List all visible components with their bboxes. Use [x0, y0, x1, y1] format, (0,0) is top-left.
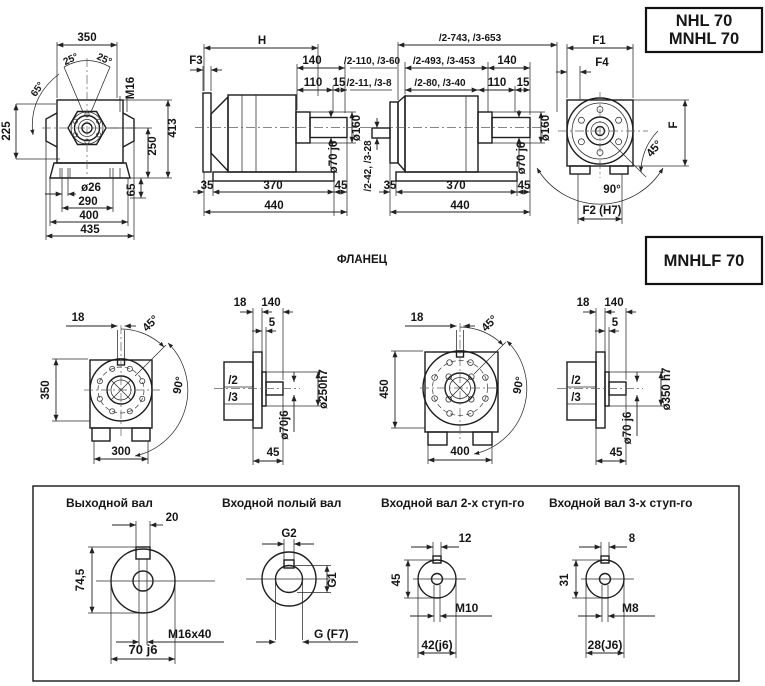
- flange-section-label: ФЛАНЕЦ: [336, 254, 388, 266]
- dim-370: 370: [263, 180, 283, 192]
- dim-45b: 45: [517, 180, 531, 192]
- dim-45deg-g: 45°: [479, 313, 501, 335]
- dim-140: 140: [302, 55, 322, 67]
- flange-model-name: MNHLF 70: [663, 252, 745, 270]
- dim-shaft-dia-h: ø70 j6: [622, 411, 634, 445]
- dim-height-total: 413: [167, 118, 179, 138]
- dim-hole-dia: ø26: [81, 182, 101, 194]
- view-flange-front-250: [40, 312, 188, 464]
- gearbox-housing-side2: [405, 96, 478, 172]
- dim-g1: G1: [327, 572, 339, 588]
- dim-g2: G2: [281, 528, 297, 540]
- dim-90deg-e: 90°: [171, 375, 187, 396]
- input-shaft: [372, 128, 390, 138]
- dim-total-width: 435: [80, 224, 100, 236]
- note-2-h: /2: [571, 375, 581, 387]
- dim-440b: 440: [450, 200, 470, 212]
- model-name-1: NHL 70: [675, 12, 733, 30]
- detail-input-3stage: [549, 496, 692, 658]
- dim-flange-dia: ø160: [351, 114, 363, 142]
- dim-angle-right: 25°: [94, 51, 114, 68]
- dim-shaft-dia: ø70 j6: [328, 140, 340, 174]
- dim-tap-m16: M16x40: [168, 627, 212, 641]
- dim-key18-g: 18: [410, 312, 424, 324]
- note-2-f: /2: [228, 375, 238, 387]
- dim-key18-e: 18: [71, 312, 85, 324]
- dim-45-2st: 45: [391, 573, 403, 587]
- view-front-left: [1, 32, 179, 240]
- model-name-2: MNHL 70: [668, 30, 740, 48]
- dim-45deg: 45°: [644, 138, 665, 160]
- dim-g-f7: G (F7): [314, 627, 349, 641]
- note-key-len: /2-11, /3-8: [346, 78, 392, 89]
- flange-plate-250: [253, 352, 262, 428]
- dim-45: 45: [334, 180, 348, 192]
- detail-title-output: Выходной вал: [66, 496, 153, 510]
- dim-shaft-dia2: ø70 j6: [516, 141, 528, 175]
- dim-90deg-g: 90°: [511, 375, 527, 396]
- dim-holes-span: 290: [78, 196, 98, 208]
- dim-key18-f: 18: [233, 297, 247, 309]
- dim-key8: 8: [628, 533, 636, 545]
- dim-5-h: 5: [611, 317, 619, 329]
- dim-height-left: 225: [1, 121, 13, 141]
- dim-width-e: 300: [111, 446, 131, 458]
- dim-height-mid: 250: [147, 136, 159, 156]
- detail-hollow-shaft: [222, 496, 358, 642]
- dim-tap: M16: [125, 76, 137, 100]
- dim-140-f: 140: [261, 297, 281, 309]
- detail-title-3stage: Входной вал 3-х ступ-го: [549, 496, 693, 510]
- dim-key20: 20: [165, 512, 179, 524]
- dim-top-width: 350: [77, 32, 97, 44]
- note-input-dia: /2-42, /3-28: [363, 140, 374, 192]
- detail-title-hollow: Входной полый вал: [222, 496, 342, 510]
- dim-flange-dia2: ø160: [540, 114, 552, 142]
- note-shaft-len: /2-110, /3-60: [343, 56, 401, 67]
- view-front-right: [537, 35, 689, 224]
- dim-35: 35: [200, 180, 214, 192]
- view-flange-side-350: [557, 297, 673, 465]
- dim-flange-dia-f: ø250h7: [318, 369, 330, 409]
- view-flange-side-250: [214, 297, 330, 465]
- dim-370b: 370: [446, 180, 466, 192]
- dim-35b: 35: [383, 180, 397, 192]
- dim-width-g: 400: [450, 446, 470, 458]
- dim-height-e: 350: [40, 380, 52, 400]
- detail-input-2stage: [381, 496, 524, 658]
- dim-74-5: 74,5: [75, 568, 87, 592]
- dim-overall-H: H: [257, 35, 267, 47]
- dim-15: 15: [332, 77, 346, 89]
- note-total-len: /2-743, /3-653: [438, 33, 502, 44]
- dim-angle-left: 25°: [61, 51, 81, 68]
- view-flange-front-350: [379, 312, 527, 464]
- dim-70j6: 70 j6: [128, 642, 158, 657]
- flange-title-box: [646, 237, 762, 284]
- dim-base-width: 400: [79, 210, 99, 222]
- detail-title-2stage: Входной вал 2-х ступ-го: [381, 496, 525, 510]
- dim-140-h: 140: [604, 297, 624, 309]
- dim-height-low: 65: [126, 183, 138, 197]
- dim-440: 440: [264, 200, 284, 212]
- model-title-box: [646, 8, 762, 52]
- dim-f: F: [668, 121, 680, 129]
- dim-5-f: 5: [268, 317, 276, 329]
- dim-28j6: 28(J6): [587, 638, 623, 652]
- dim-110: 110: [303, 77, 323, 89]
- dim-f2: F2 (H7): [582, 205, 622, 217]
- flange-plate-350: [596, 352, 605, 428]
- note-shaft-len2: /2-80, /3-40: [414, 78, 466, 89]
- dim-height-g: 450: [379, 379, 391, 399]
- dim-f1: F1: [592, 35, 606, 47]
- dim-angle-side: 65°: [29, 80, 47, 99]
- note-body-len: /2-493, /3-453: [412, 56, 476, 67]
- dim-flange-dia-h: ø350 h7: [661, 367, 673, 411]
- dim-tap-m8: M8: [622, 601, 639, 615]
- dim-f3: F3: [189, 55, 203, 67]
- dim-f4: F4: [595, 57, 609, 69]
- dim-45-f: 45: [266, 447, 280, 459]
- dim-shaft-dia-f: ø70j6: [279, 410, 291, 440]
- detail-output-shaft: [66, 496, 224, 664]
- dim-45-h: 45: [609, 447, 623, 459]
- dim-140b: 140: [497, 55, 517, 67]
- dim-tap-m10: M10: [455, 601, 479, 615]
- dim-31: 31: [559, 573, 571, 587]
- dim-110b: 110: [487, 77, 507, 89]
- dim-90deg: 90°: [603, 184, 621, 196]
- dim-42j6: 42(j6): [421, 638, 453, 652]
- motor-flange-disc: [203, 93, 211, 172]
- note-3-f: /3: [228, 392, 238, 404]
- note-3-h: /3: [571, 392, 581, 404]
- dim-15b: 15: [516, 77, 530, 89]
- dim-45deg-e: 45°: [140, 313, 162, 335]
- gearbox-housing-side: [228, 95, 296, 172]
- dim-key18-h: 18: [576, 297, 590, 309]
- dim-key12: 12: [458, 533, 472, 545]
